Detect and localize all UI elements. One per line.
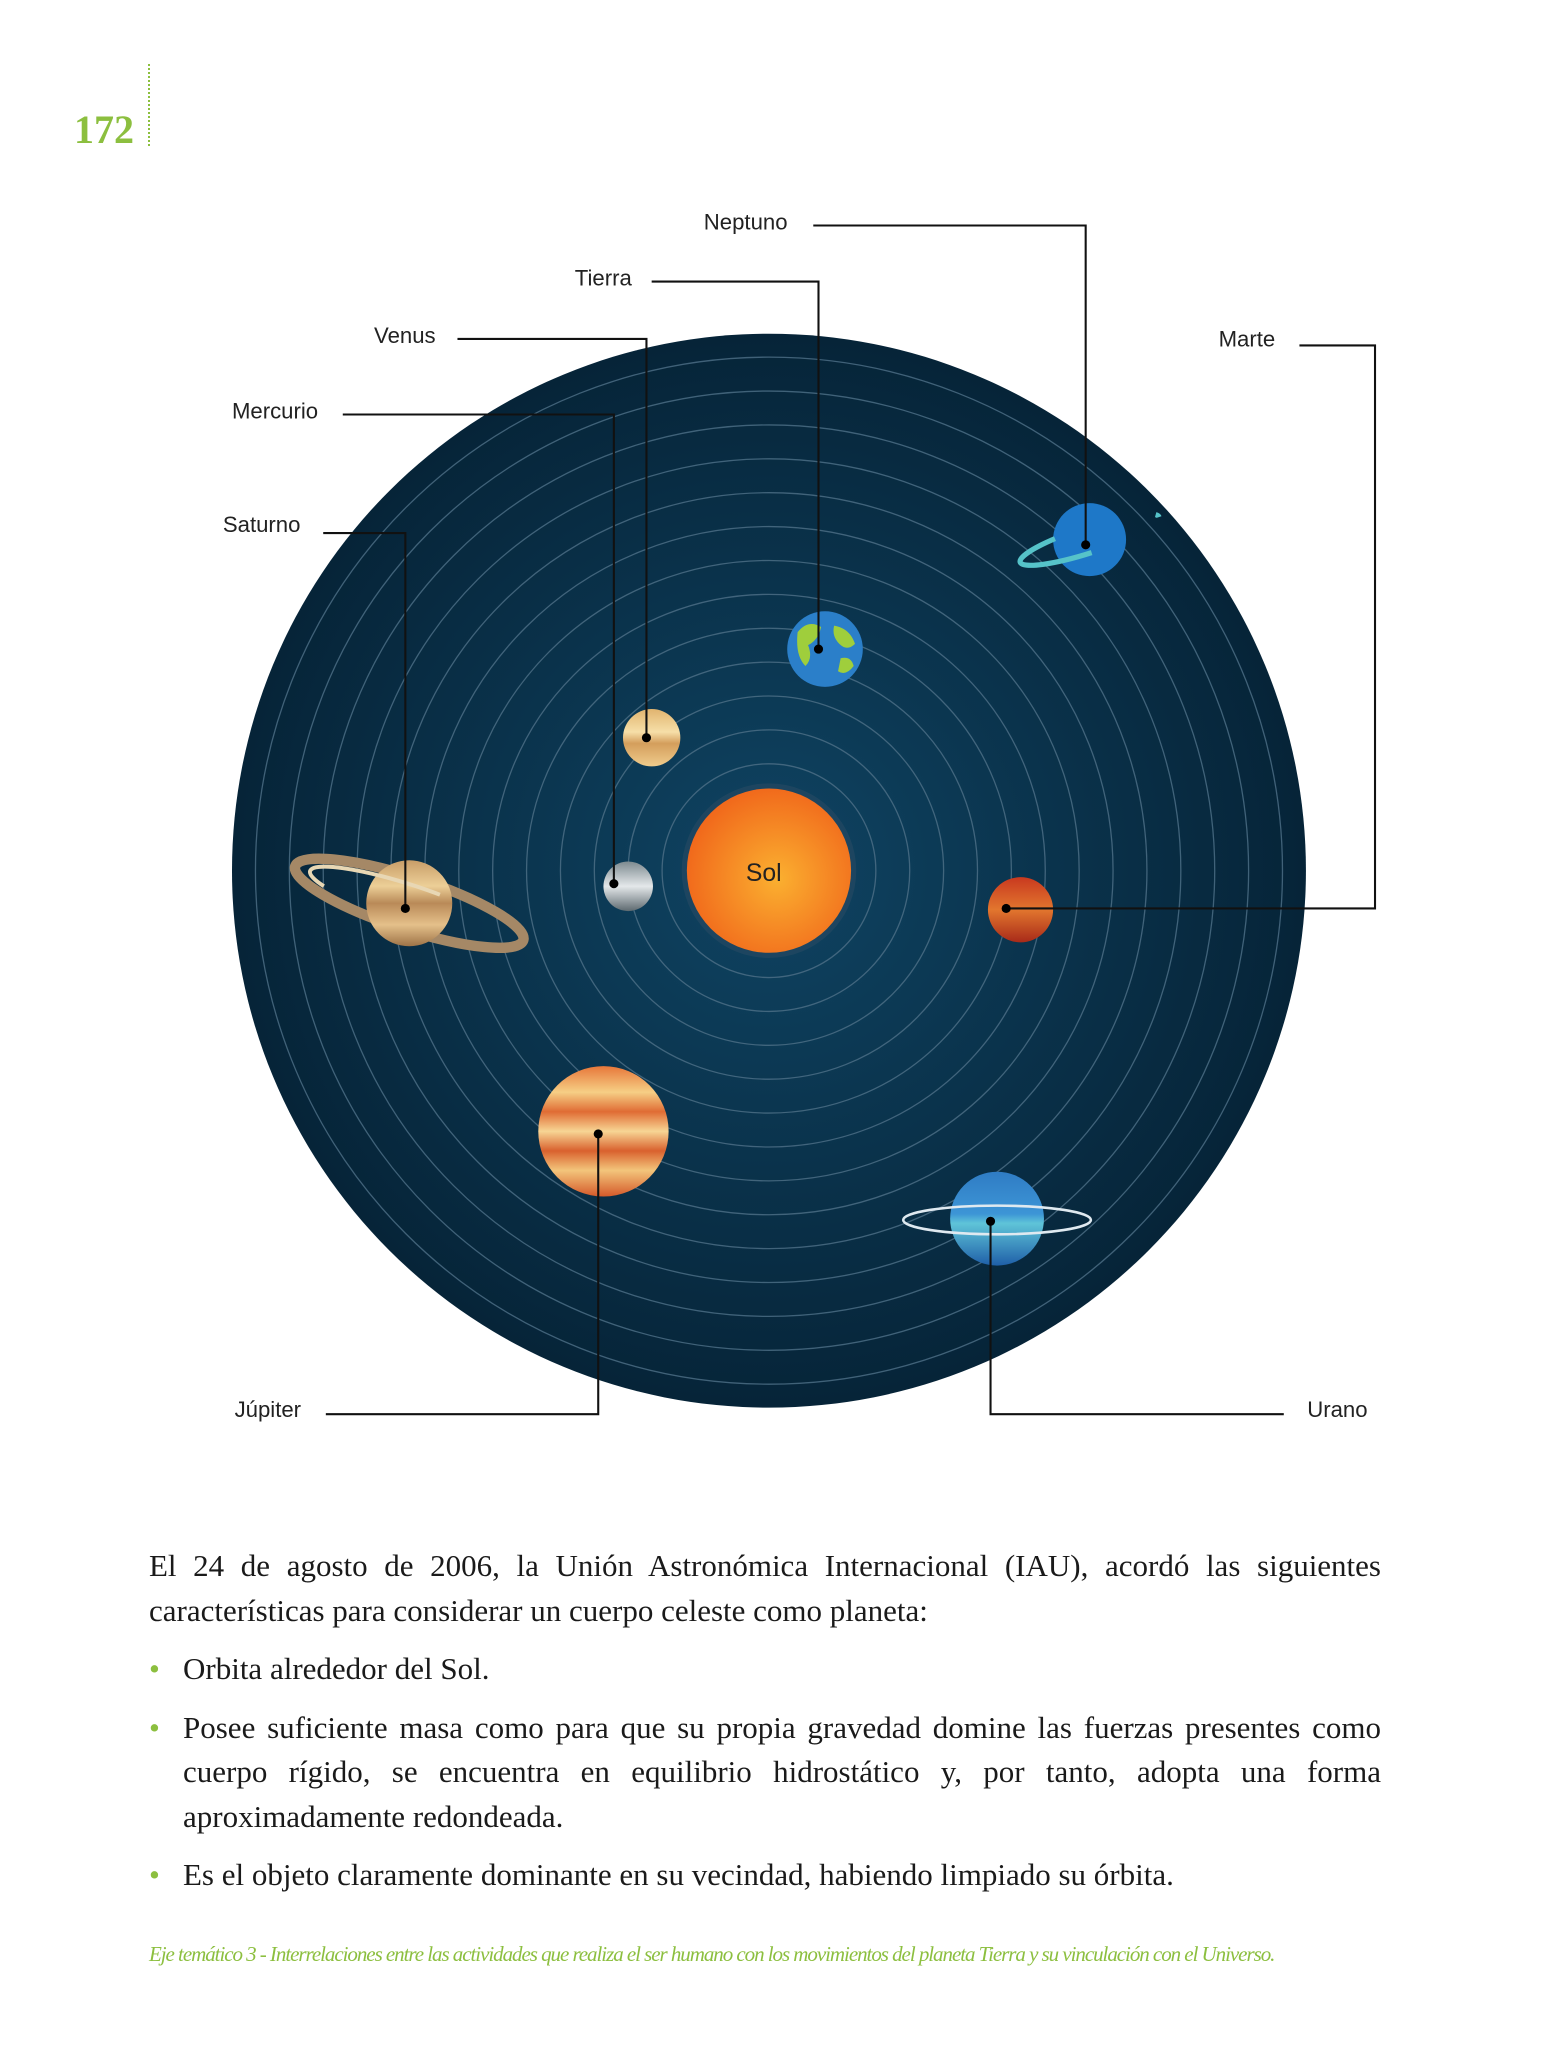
planet-criteria-list xyxy=(149,1647,1381,1898)
label-mercurio: Mercurio xyxy=(231,398,319,424)
planet-marte xyxy=(988,877,1053,942)
label-jupiter: Júpiter xyxy=(234,1396,302,1422)
page-number: 172 xyxy=(74,107,134,152)
label-saturno: Saturno xyxy=(222,511,301,537)
list-item-text: Es el objeto claramente dominante en su vecindad, habiendo limpiado su órbita. xyxy=(183,1857,1174,1892)
label-urano: Urano xyxy=(1307,1396,1368,1422)
body-text xyxy=(149,1544,1381,1912)
bullet-icon: • xyxy=(149,1651,160,1686)
sun-label: Sol xyxy=(745,860,782,888)
list-item xyxy=(149,1853,1381,1898)
list-item-text: Orbita alrededor del Sol. xyxy=(183,1651,490,1686)
list-item xyxy=(149,1647,1381,1692)
list-item xyxy=(149,1706,1381,1840)
sun xyxy=(682,783,857,958)
label-neptuno: Neptuno xyxy=(703,209,788,235)
label-tierra: Tierra xyxy=(574,265,632,291)
intro-paragraph: El 24 de agosto de 2006, la Unión Astronómica Internacional (IAU), acordó las siguientes características para considerar un cuerpo celeste como planeta: xyxy=(149,1548,1381,1628)
bullet-icon: • xyxy=(149,1709,160,1745)
list-item-text: Posee suficiente masa como para que su propia gravedad domine las fuerzas presentes como cuerpo rígido, se encuentra en equilibrio hidrostático y, por tanto, adopta una forma aproximadamente redondeada. xyxy=(183,1709,1381,1834)
bullet-icon: • xyxy=(149,1857,160,1892)
planet-tierra xyxy=(787,611,863,687)
label-marte: Marte xyxy=(1218,326,1276,352)
planet-venus xyxy=(623,709,680,766)
planet-jupiter xyxy=(538,1066,668,1196)
label-venus: Venus xyxy=(374,322,436,348)
footer-caption: Eje temático 3 - Interrelaciones entre las actividades que realiza el ser humano con los movimientos del planeta Tierra y su vinculación con el Universo. xyxy=(149,1942,1275,1966)
